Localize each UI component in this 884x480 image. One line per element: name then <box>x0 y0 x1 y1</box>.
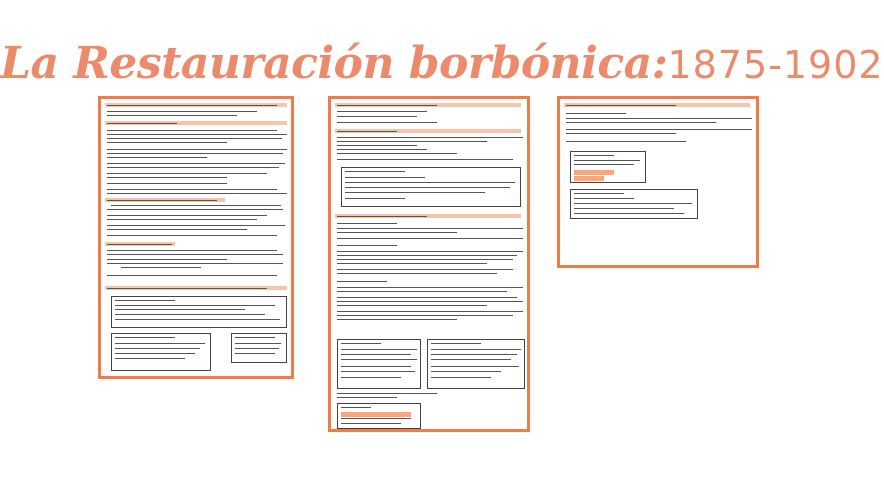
highlighted-text <box>574 170 614 175</box>
text-line <box>337 297 517 298</box>
text-line <box>107 134 287 135</box>
text-line <box>107 263 283 264</box>
text-line <box>337 397 397 398</box>
text-line <box>115 309 245 310</box>
text-line <box>115 314 265 315</box>
highlighted-text <box>574 176 604 181</box>
text-line <box>337 259 513 260</box>
text-line <box>115 343 205 344</box>
text-line <box>107 200 217 201</box>
text-line <box>341 354 411 355</box>
text-line <box>574 203 692 204</box>
text-line <box>337 232 457 233</box>
text-line <box>337 273 497 274</box>
note-box <box>337 339 421 389</box>
text-line <box>107 225 285 226</box>
text-line <box>115 305 275 306</box>
text-line <box>345 177 425 178</box>
highlighted-text <box>341 412 411 417</box>
text-line <box>574 193 624 194</box>
text-line <box>566 141 686 142</box>
text-line <box>107 229 247 230</box>
text-line <box>107 235 277 236</box>
text-line <box>431 371 501 372</box>
text-line <box>574 160 640 161</box>
text-line <box>345 187 510 188</box>
text-line <box>431 377 491 378</box>
text-line <box>341 343 381 344</box>
text-line <box>107 163 285 164</box>
text-line <box>574 164 634 165</box>
text-line <box>107 288 267 289</box>
text-line <box>115 358 185 359</box>
notes-page-3 <box>557 96 759 268</box>
text-line <box>337 311 523 312</box>
text-line <box>337 255 517 256</box>
text-line <box>337 105 437 106</box>
text-line <box>115 300 175 301</box>
page-title <box>0 38 884 89</box>
text-line <box>107 254 283 255</box>
text-line <box>574 213 684 214</box>
text-line <box>341 371 415 372</box>
text-line <box>337 216 427 217</box>
title-main: La Restauración borbónica: <box>0 38 668 89</box>
text-line <box>337 111 427 112</box>
text-line <box>431 366 519 367</box>
text-line <box>337 137 523 138</box>
text-line <box>337 116 417 117</box>
text-line <box>107 157 207 158</box>
text-line <box>107 115 237 116</box>
text-line <box>574 198 634 199</box>
note-box <box>111 296 287 328</box>
text-line <box>107 177 227 178</box>
text-line <box>431 343 481 344</box>
text-line <box>341 377 401 378</box>
text-line <box>107 111 257 112</box>
text-line <box>337 245 397 246</box>
text-line <box>121 267 201 268</box>
text-line <box>337 319 457 320</box>
text-line <box>574 208 674 209</box>
text-line <box>337 263 487 264</box>
text-line <box>337 223 397 224</box>
text-line <box>107 275 277 276</box>
text-line <box>107 167 279 168</box>
text-line <box>337 287 523 288</box>
text-line <box>107 250 277 251</box>
title-years: 1875-1902 <box>667 43 884 87</box>
text-line <box>107 138 282 139</box>
text-line <box>107 219 257 220</box>
text-line <box>566 113 626 114</box>
text-line <box>345 192 485 193</box>
text-line <box>337 301 523 302</box>
text-line <box>345 198 405 199</box>
text-line <box>115 353 195 354</box>
text-line <box>107 259 227 260</box>
text-line <box>337 131 397 132</box>
notes-page-2 <box>328 96 530 432</box>
text-line <box>111 205 281 206</box>
text-line <box>574 155 614 156</box>
text-line <box>566 105 676 106</box>
text-line <box>566 133 676 134</box>
text-line <box>337 291 507 292</box>
text-line <box>107 189 277 190</box>
text-line <box>341 423 401 424</box>
note-box <box>570 151 646 183</box>
text-line <box>337 305 487 306</box>
text-line <box>107 142 227 143</box>
note-box <box>570 189 698 219</box>
text-line <box>107 153 283 154</box>
text-line <box>566 129 752 130</box>
text-line <box>431 354 517 355</box>
text-line <box>431 349 521 350</box>
text-line <box>337 393 437 394</box>
text-line <box>115 337 175 338</box>
text-line <box>107 244 172 245</box>
text-line <box>107 130 277 131</box>
text-line <box>341 418 411 419</box>
text-line <box>566 122 716 123</box>
text-line <box>337 122 437 123</box>
text-line <box>235 353 275 354</box>
notes-page-1 <box>98 96 294 379</box>
text-line <box>337 159 513 160</box>
note-box <box>427 339 525 389</box>
text-line <box>235 337 275 338</box>
text-line <box>345 182 515 183</box>
note-box <box>111 333 211 371</box>
note-box <box>337 403 421 429</box>
text-line <box>107 215 267 216</box>
text-line <box>107 173 267 174</box>
text-line <box>341 407 371 408</box>
text-line <box>337 269 513 270</box>
text-line <box>337 141 487 142</box>
text-line <box>115 319 280 320</box>
text-line <box>107 183 227 184</box>
text-line <box>337 251 523 252</box>
text-line <box>566 118 752 119</box>
text-line <box>345 171 405 172</box>
text-line <box>431 359 511 360</box>
text-line <box>107 209 283 210</box>
text-line <box>337 281 387 282</box>
text-line <box>107 149 287 150</box>
text-line <box>341 359 417 360</box>
note-box <box>231 333 287 363</box>
text-line <box>337 315 513 316</box>
text-line <box>341 366 411 367</box>
text-line <box>107 105 277 106</box>
text-line <box>337 153 457 154</box>
text-line <box>337 149 427 150</box>
text-line <box>235 343 281 344</box>
note-box <box>341 167 521 207</box>
text-line <box>337 145 417 146</box>
text-line <box>107 193 287 194</box>
text-line <box>337 228 523 229</box>
text-line <box>337 238 523 239</box>
text-line <box>235 348 279 349</box>
text-line <box>107 123 177 124</box>
text-line <box>341 349 417 350</box>
text-line <box>115 348 200 349</box>
